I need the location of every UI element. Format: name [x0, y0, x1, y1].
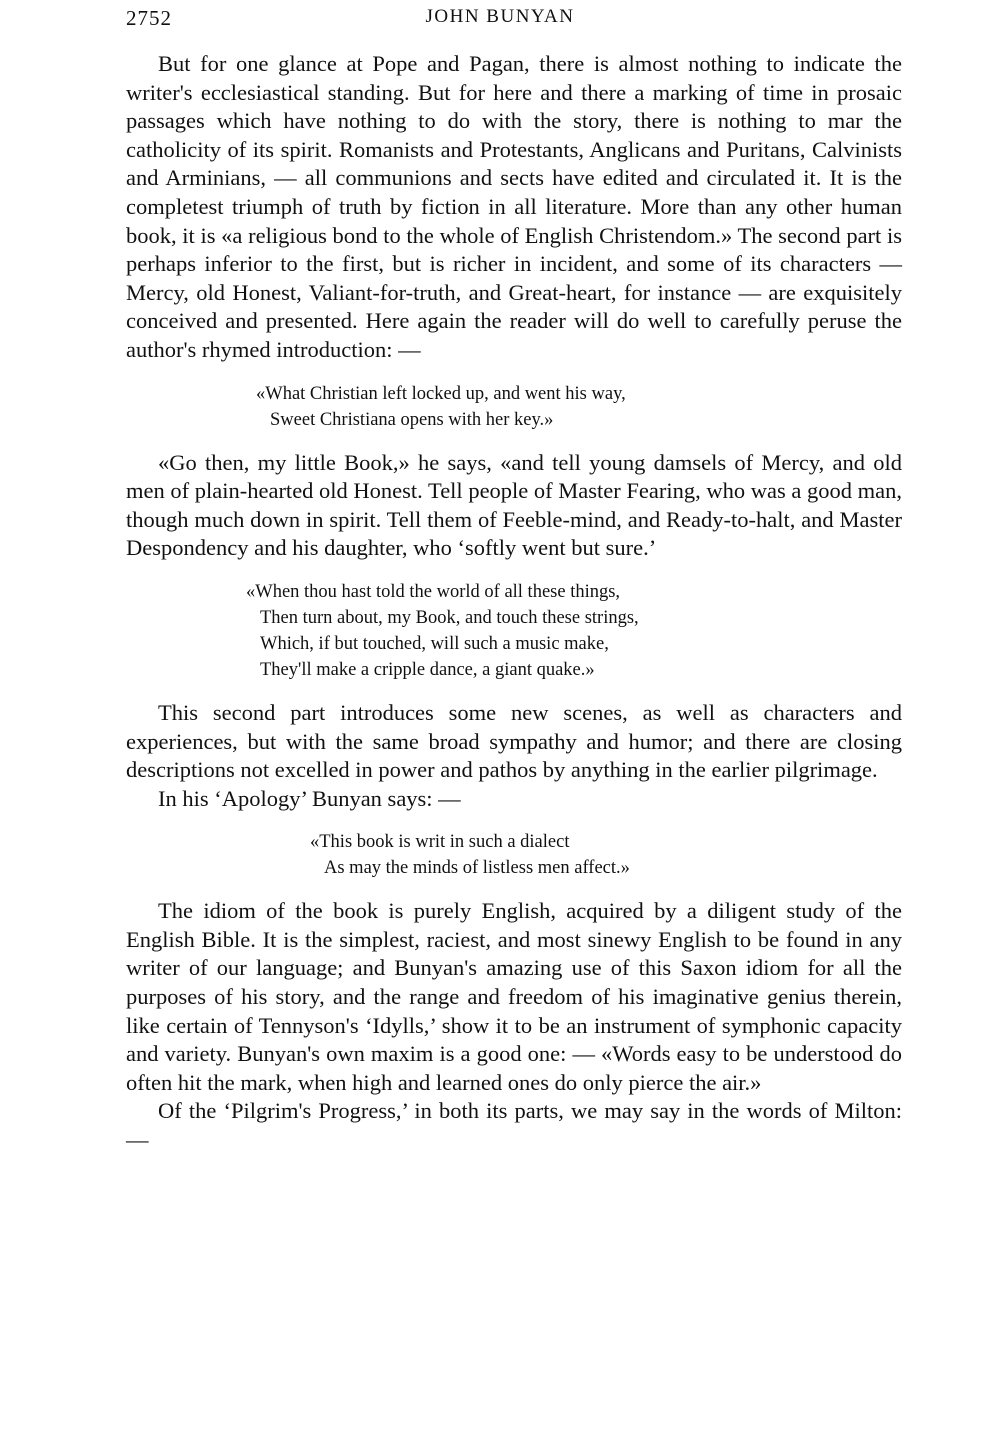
- paragraph: The idiom of the book is purely English, acquired by a diligent study of the English Bible. It is the simplest, raciest, and most sinewy English to be found in any writer of our language; and Bunyan's amazing use of this Saxon idiom for all the purposes of his story, and the range and freedom of his imaginative genius therein, like certain of Tennyson's ‘Idylls,’ show it to be an instrument of symphonic capacity and variety. Bunyan's own maxim is a good one: — «Words easy to be understood do often hit the mark, when high and learned ones do only pierce the air.»: [126, 898, 902, 1095]
- verse-quote: [246, 579, 902, 683]
- paragraph: This second part introduces some new scenes, as well as characters and experiences, but with the same broad sympathy and humor; and there are closing descriptions not excelled in power and pathos by anything in the earlier pilgrimage.: [126, 699, 902, 783]
- verse-line: Then turn about, my Book, and touch these strings,: [260, 607, 639, 628]
- verse-line: Which, if but touched, will such a music make,: [260, 633, 609, 654]
- verse-quote: [310, 829, 902, 881]
- verse-line: As may the minds of listless men affect.»: [324, 858, 630, 879]
- verse-line: «This book is writ in such a dialect: [310, 832, 570, 853]
- paragraph: In his ‘Apology’ Bunyan says: —: [158, 785, 461, 811]
- verse-quote: [256, 381, 902, 433]
- running-head: JOHN BUNYAN: [425, 6, 575, 27]
- paragraph: But for one glance at Pope and Pagan, there is almost nothing to indicate the writer's ecclesiastical standing. But for here and there a marking of time in prosaic passages which have nothing to do with the story, there is nothing to mar the catholicity of its spirit. Romanists and Protestants, Anglicans and Puritans, Calvinists and Arminians, — all communions and sects have edited and circulated it. It is the completest triumph of truth by fiction in all literature. More than any other human book, it is «a religious bond to the whole of English Christendom.» The second part is perhaps inferior to the first, but is richer in incident, and some of its characters — Mercy, old Honest, Valiant-for-truth, and Great-heart, for instance — are exquisitely conceived and presented. Here again the reader will do well to carefully peruse the author's rhymed introduction: —: [126, 51, 902, 362]
- paragraph: «Go then, my little Book,» he says, «and tell young damsels of Mercy, and old men of plain-hearted old Honest. Tell people of Master Fearing, who was a good man, though much down in spirit. Tell them of Feeble-mind, and Ready-to-halt, and Master Despondency and his daughter, who ‘softly went but sure.’: [126, 449, 902, 561]
- verse-line: «When thou hast told the world of all these things,: [246, 581, 621, 602]
- verse-line: «What Christian left locked up, and went his way,: [256, 383, 626, 404]
- body-text: [126, 50, 902, 1155]
- paragraph: Of the ‘Pilgrim's Progress,’ in both its parts, we may say in the words of Milton: —: [126, 1098, 902, 1153]
- verse-line: Sweet Christiana opens with her key.»: [270, 409, 554, 430]
- verse-line: They'll make a cripple dance, a giant quake.»: [260, 659, 595, 680]
- page-number: 2752: [126, 6, 172, 30]
